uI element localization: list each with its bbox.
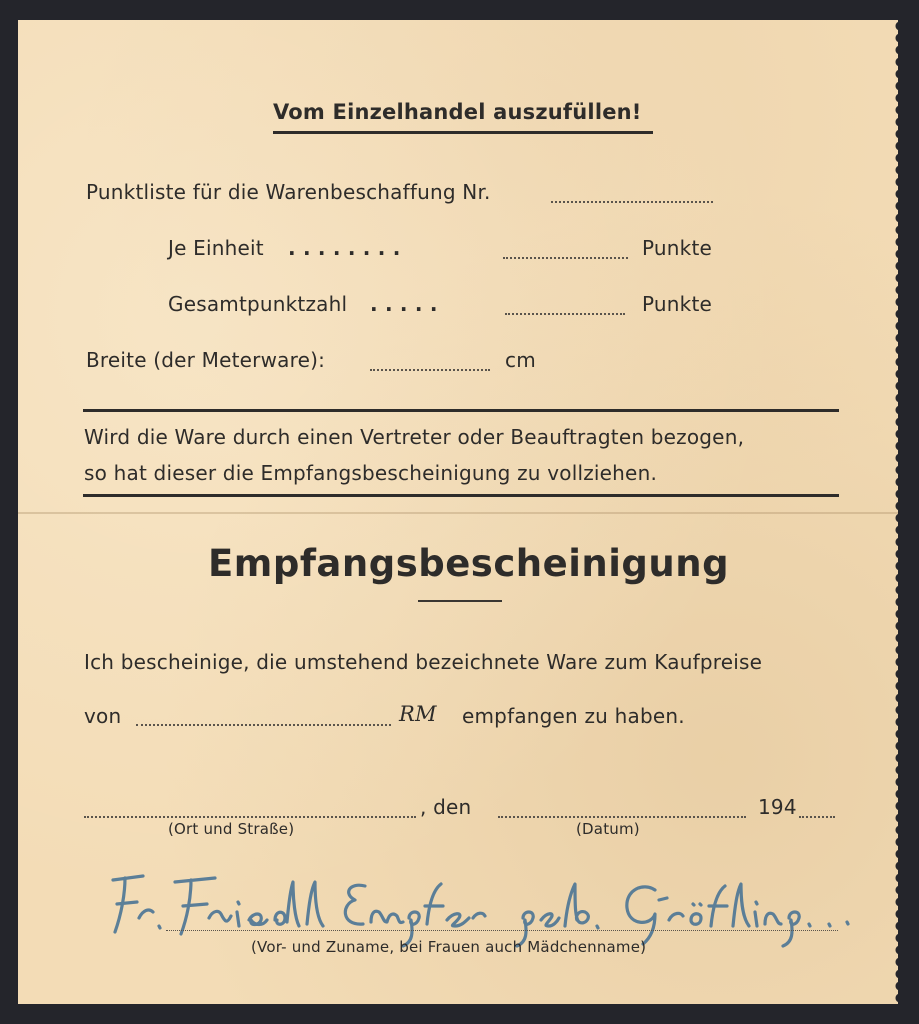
price-field[interactable] xyxy=(136,724,391,726)
receipt-statement: Ich bescheinige, die umstehend bezeichnete Ware zum Kaufpreise xyxy=(84,650,763,674)
place-caption: (Ort und Straße) xyxy=(168,820,295,838)
width-label: Breite (der Meterware): xyxy=(86,348,326,372)
points-list-label: Punktliste für die Warenbeschaffung Nr. xyxy=(86,180,491,204)
title-underline xyxy=(418,600,502,602)
notice-line-1: Wird die Ware durch einen Vertreter oder Beauftragten bezogen, xyxy=(84,425,745,449)
total-points-field[interactable] xyxy=(505,313,625,315)
name-caption: (Vor- und Zuname, bei Frauen auch Mädchenname) xyxy=(251,938,647,956)
header-underline xyxy=(273,131,653,134)
von-label: von xyxy=(84,704,122,728)
per-unit-label: Je Einheit xyxy=(168,236,264,260)
form-header: Vom Einzelhandel auszufüllen! xyxy=(273,100,642,124)
width-field[interactable] xyxy=(370,369,490,371)
place-field[interactable] xyxy=(84,816,416,818)
year-field[interactable] xyxy=(799,816,835,818)
width-unit: cm xyxy=(505,348,536,372)
per-unit-points-field[interactable] xyxy=(503,257,628,259)
perforated-edge xyxy=(888,20,904,1004)
total-points-leader: . . . . . xyxy=(370,292,438,316)
received-text: empfangen zu haben. xyxy=(462,704,685,728)
points-list-number-field[interactable] xyxy=(551,201,713,203)
per-unit-leader: . . . . . . . . xyxy=(288,236,401,260)
name-field[interactable] xyxy=(166,930,838,931)
total-points-label: Gesamtpunktzahl xyxy=(168,292,348,316)
den-label: , den xyxy=(420,795,472,819)
year-prefix: 194 xyxy=(758,795,797,819)
fold-crease xyxy=(18,512,898,514)
separator-bottom xyxy=(83,494,839,497)
separator-top xyxy=(83,409,839,412)
receipt-title: Empfangsbescheinigung xyxy=(208,542,730,585)
receipt-form xyxy=(18,20,898,1004)
date-field[interactable] xyxy=(498,816,746,818)
date-caption: (Datum) xyxy=(576,820,640,838)
currency-rm: RM xyxy=(399,702,437,726)
total-points-suffix: Punkte xyxy=(642,292,712,316)
per-unit-suffix: Punkte xyxy=(642,236,712,260)
notice-line-2: so hat dieser die Empfangsbescheinigung zu vollziehen. xyxy=(84,461,657,485)
handwritten-signature xyxy=(103,860,863,950)
